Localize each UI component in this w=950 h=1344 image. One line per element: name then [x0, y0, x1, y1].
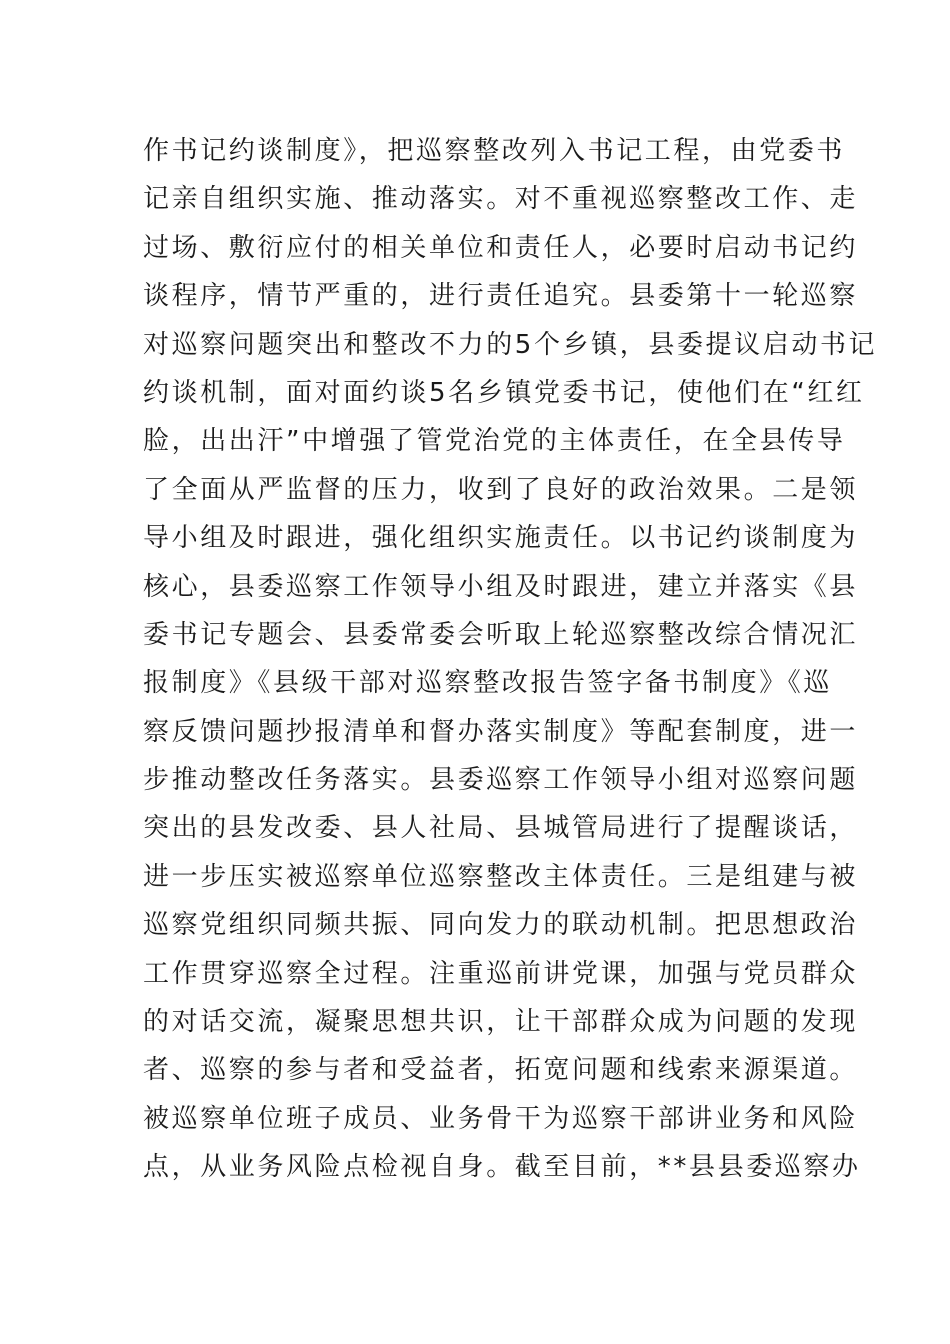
text-line: 委书记专题会、县委常委会听取上轮巡察整改综合情况汇 — [143, 619, 859, 650]
text-line: 报制度》《县级干部对巡察整改报告签字备书制度》《巡 — [143, 668, 833, 699]
text-line: 了全面从严监督的压力，收到了良好的政治效果。二是领 — [143, 474, 859, 505]
text-line: 的对话交流，凝聚思想共识，让干部群众成为问题的发现 — [143, 1007, 859, 1038]
text-line: 进一步压实被巡察单位巡察整改主体责任。三是组建与被 — [143, 861, 859, 892]
text-line: 察反馈问题抄报清单和督办落实制度》等配套制度，进一 — [143, 716, 859, 747]
text-line: 步推动整改任务落实。县委巡察工作领导小组对巡察问题 — [143, 765, 859, 796]
body-paragraph — [143, 127, 878, 1192]
text-line: 约谈机制，面对面约谈5名乡镇党委书记，使他们在“红红 — [143, 377, 865, 408]
text-line: 巡察党组织同频共振、同向发力的联动机制。把思想政治 — [143, 910, 859, 941]
text-line: 对巡察问题突出和整改不力的5个乡镇，县委提议启动书记 — [143, 329, 878, 360]
text-line: 作书记约谈制度》，把巡察整改列入书记工程，由党委书 — [143, 136, 846, 166]
text-line: 导小组及时跟进，强化组织实施责任。以书记约谈制度为 — [143, 523, 859, 554]
text-line: 者、巡察的参与者和受益者，拓宽问题和线索来源渠道。 — [143, 1055, 859, 1086]
text-line: 记亲自组织实施、推动落实。对不重视巡察整改工作、走 — [143, 184, 859, 215]
text-line: 突出的县发改委、县人社局、县城管局进行了提醒谈话， — [143, 813, 859, 844]
text-line: 谈程序，情节严重的，进行责任追究。县委第十一轮巡察 — [143, 281, 859, 312]
text-line: 点，从业务风险点检视自身。截至目前，**县县委巡察办 — [143, 1152, 861, 1183]
text-line: 被巡察单位班子成员、业务骨干为巡察干部讲业务和风险 — [143, 1103, 859, 1134]
text-line: 核心，县委巡察工作领导小组及时跟进，建立并落实《县 — [143, 571, 859, 602]
text-line: 过场、敷衍应付的相关单位和责任人，必要时启动书记约 — [143, 232, 859, 263]
text-line: 工作贯穿巡察全过程。注重巡前讲党课，加强与党员群众 — [143, 958, 859, 989]
text-line: 脸，出出汗”中增强了管党治党的主体责任，在全县传导 — [143, 426, 846, 457]
